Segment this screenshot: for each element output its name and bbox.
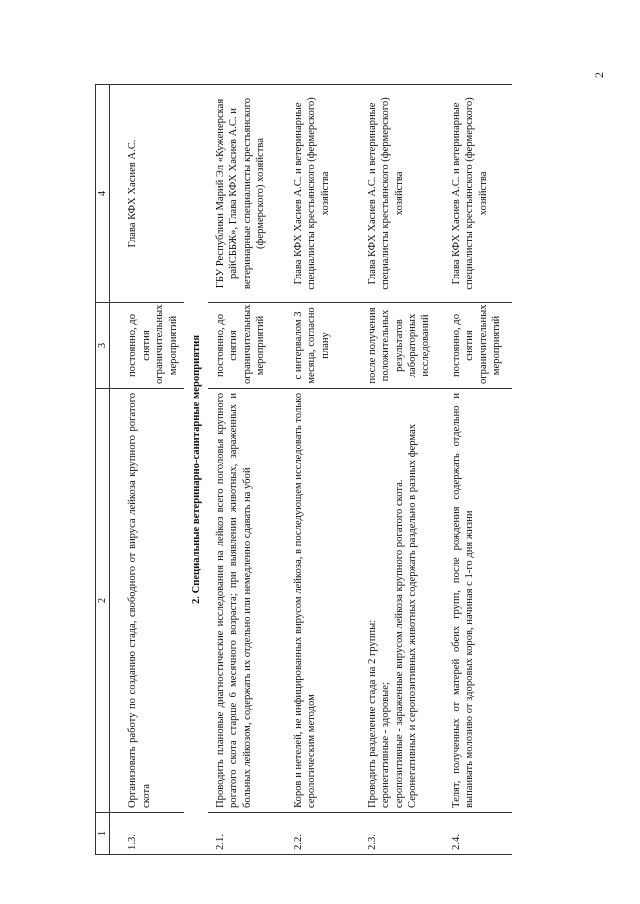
column-header: 4: [96, 85, 110, 303]
term-text: постоянно, до снятия ограничительных мероприятий: [444, 303, 512, 389]
rotated-page-content: [95, 85, 535, 855]
term-text: с интервалом 3 месяца, согласно плану: [284, 303, 358, 389]
term-text: постоянно, до снятия ограничительных мероприятий: [110, 303, 185, 389]
measure-line: Проводить разделение стада на 2 группы:: [366, 619, 378, 808]
term-text: после получения положительных результатов лабораторных исследований: [358, 303, 444, 389]
row-number: 2.1.: [208, 813, 284, 855]
measure-text: Проводить плановые диагностические исследования на лейкоз всего поголовья крупного рогатого скота старше 6 месячного возраста; при выявлении животных, зараженных и больных лейкозом, содержать их отдельно или немедленно сдавать на убой: [208, 389, 284, 813]
page-number: 2: [592, 72, 606, 78]
responsible-text: ГБУ Республики Марий Эл «Куженерская райСББЖ», Глава КФХ Хасиев А.С. и ветеринарные специалисты крестьянского (фермерского) хозяйства: [208, 85, 284, 303]
measures-table: [95, 84, 512, 855]
column-header: 3: [96, 303, 110, 389]
responsible-text: Глава КФХ Хасиев А.С.: [110, 85, 185, 303]
measure-line: серопозитивные - зараженные вирусом лейкоза крупного рогатого скота.: [393, 479, 405, 808]
measure-text: Коров и нетелей, не инфицированных вирусом лейкоза, в последующем исследовать только серологическим методом: [284, 389, 358, 813]
row-number: 1.3.: [110, 813, 185, 855]
measure-text: Организовать работу по созданию стада, свободного от вируса лейкоза крупного рогатого скота: [110, 389, 185, 813]
measure-text-multiline: [358, 389, 444, 813]
measure-text: Телят, полученных от матерей обеих групп, после рождения содержать отдельно и выпаивать молозиво от здоровых коров, начиная с 1-го дня жизни: [444, 389, 512, 813]
row-number: 2.2.: [284, 813, 358, 855]
section-title: 2. Специальные ветеринарно-санитарные мероприятия: [184, 85, 207, 855]
table-row: [358, 85, 444, 855]
column-header: 2: [96, 389, 110, 813]
table-header-row: [96, 85, 110, 855]
table-row: [284, 85, 358, 855]
table-row: [208, 85, 284, 855]
row-number: 2.4.: [444, 813, 512, 855]
responsible-text: Глава КФХ Хасиев А.С. и ветеринарные специалисты крестьянского (фермерского) хозяйства: [358, 85, 444, 303]
measure-line: серонегативные - здоровые;: [380, 682, 392, 808]
row-number: 2.3.: [358, 813, 444, 855]
table-row: [110, 85, 185, 855]
section-row: [184, 85, 207, 855]
responsible-text: Глава КФХ Хасиев А.С. и ветеринарные специалисты крестьянского (фермерского) хозяйства: [444, 85, 512, 303]
responsible-text: Глава КФХ Хасиев А.С. и ветеринарные специалисты крестьянского (фермерского) хозяйства: [284, 85, 358, 303]
term-text: постоянно, до снятия ограничительных мероприятий: [208, 303, 284, 389]
table-row: [444, 85, 512, 855]
column-header: 1: [96, 813, 110, 855]
measure-line: Серонегативных и серопозитивных животных содержать раздельно в разных фермах: [407, 423, 419, 808]
